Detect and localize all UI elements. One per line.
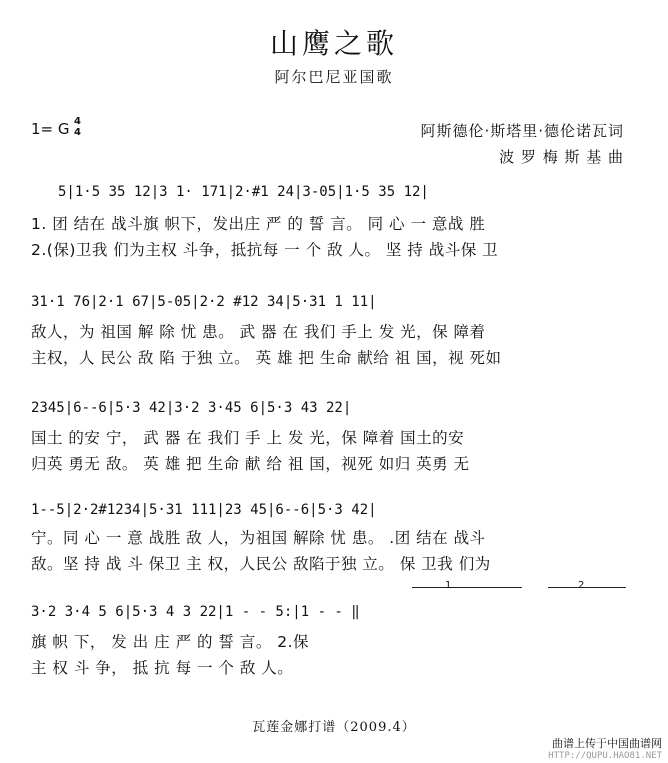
watermark-url: HTTP://QUPU.HAO81.NET [548, 751, 662, 761]
credits [420, 118, 624, 170]
time-signature-bottom: 4 [74, 127, 81, 138]
first-ending-bracket [412, 587, 522, 588]
notation-line-3: 2345|6--6|5·3 42|3·2 3·45 6|5·3 43 22| [31, 400, 352, 416]
time-signature-top: 4 [74, 116, 81, 127]
lyrics-verse2-line-5: 主 权 斗 争， 抵 抗 每 一 个 敌 人。 [31, 659, 294, 677]
composer-credit: 波 罗 梅 斯 基 曲 [499, 148, 624, 166]
lyrics-verse2-line-3: 归英 勇无 敌。 英 雄 把 生命 献 给 祖 国，视死 如归 英勇 无 [31, 455, 470, 473]
lyrics-verse1-line-5: 旗 帜 下， 发 出 庄 严 的 誓 言。 2.保 [31, 633, 310, 651]
second-ending-number: 2 [578, 580, 585, 591]
site-watermark [548, 738, 662, 762]
lyricist-credit: 阿斯德伦·斯塔里·德伦诺瓦词 [420, 122, 624, 140]
lyrics-verse2-line-4: 敌。坚 持 战 斗 保卫 主 权，人民公 敌陷于独 立。 保 卫我 们为 [31, 555, 491, 573]
key-label: 1= G [31, 120, 70, 138]
song-title: 山鹰之歌 [269, 27, 398, 60]
second-ending-bracket [548, 587, 626, 588]
lyrics-verse2-line-1: 2.(保)卫我 们为主权 斗争，抵抗每 一 个 敌 人。 坚 持 战斗保 卫 [31, 241, 499, 259]
lyrics-verse1-line-3: 国土 的安 宁， 武 器 在 我们 手 上 发 光，保 障着 国土的安 [31, 429, 465, 447]
lyrics-verse1-line-2: 敌人，为 祖国 解 除 忧 患。 武 器 在 我们 手上 发 光，保 障着 [31, 323, 486, 341]
notation-line-4: 1--5|2·2#1234|5·31 111|23 45|6--6|5·3 42| [31, 502, 377, 518]
key-signature [31, 116, 81, 138]
song-subtitle: 阿尔巴尼亚国歌 [274, 68, 394, 86]
notation-line-1: 5|1·5 35 12|3 1· 171|2·#1 24|3-05|1·5 35 12| [58, 184, 429, 200]
lyrics-verse1-line-4: 宁。同 心 一 意 战胜 敌 人，为祖国 解除 忧 患。 .团 结在 战斗 [31, 529, 486, 547]
first-ending-number: 1 [445, 580, 452, 591]
lyrics-verse1-line-1: 1. 团 结在 战斗旗 帜下，发出庄 严 的 誓 言。 同 心 一 意战 胜 [31, 215, 486, 233]
lyrics-verse2-line-2: 主权，人 民公 敌 陷 于独 立。 英 雄 把 生命 献给 祖 国，视 死如 [31, 349, 502, 367]
watermark-text: 曲谱上传于中国曲谱网 [552, 737, 662, 750]
notation-line-2: 31·1 76|2·1 67|5-05|2·2 #12 34|5·31 1 11| [31, 294, 377, 310]
time-signature [74, 116, 81, 138]
transcriber-credit: 瓦莲金娜打谱（2009.4） [252, 720, 416, 735]
notation-line-5: 3·2 3·4 5 6|5·3 4 3 22|1 - - 5:|1 - - ‖ [31, 604, 360, 620]
